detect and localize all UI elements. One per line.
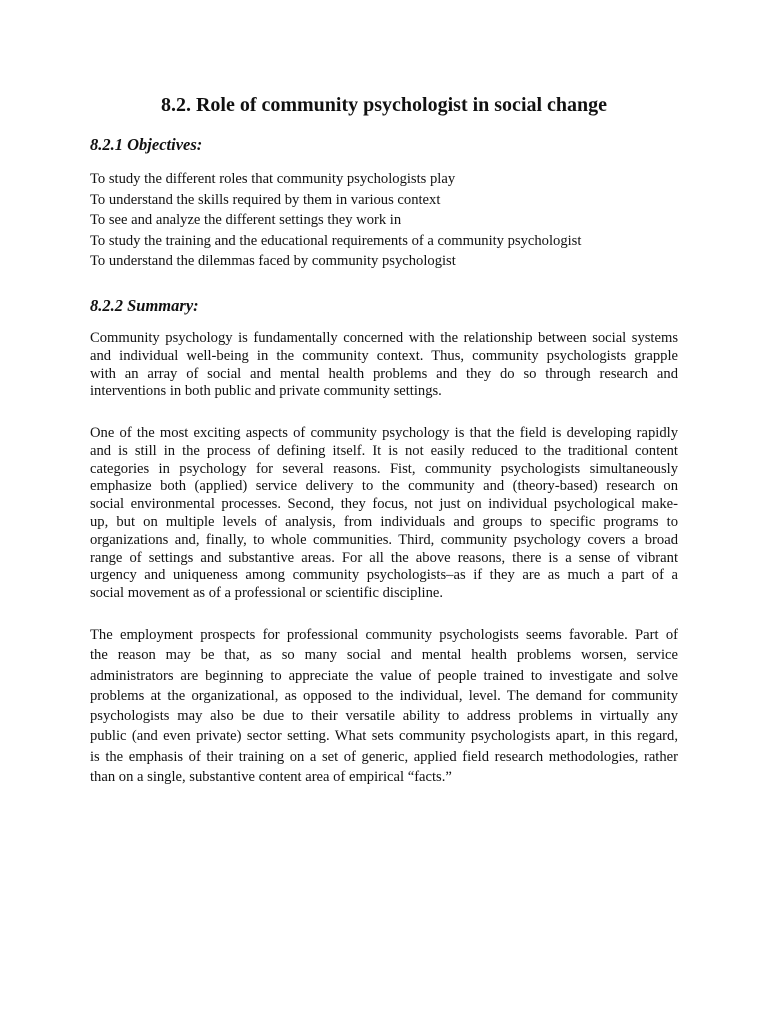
paragraph-line: the reason may be that, as so many social and mental health problems worsen, service [90, 647, 678, 664]
paragraph-line: psychologists may also be due to their versatile ability to address problems in virtually any [90, 708, 678, 725]
paragraph-line: up, but on multiple levels of analysis, from individuals and groups to specific programs to [90, 513, 678, 530]
paragraph-line: Community psychology is fundamentally concerned with the relationship between social systems [90, 330, 678, 346]
summary-heading: 8.2.2 Summary: [90, 296, 199, 315]
paragraph-line: range of settings and substantive areas. For all the above reasons, there is a sense of vibrant [90, 549, 678, 566]
paragraph-line: organizations and, finally, to whole communities. Third, community psychology covers a broad [90, 531, 678, 548]
paragraph-line: with an array of social and mental health problems and they do so through research and [90, 365, 678, 382]
paragraph-line: social environmental processes. Second, they focus, not just on individual psychological make- [90, 496, 678, 513]
summary-paragraph [90, 425, 678, 603]
paragraph-line: and is still in the process of defining itself. It is not easily reduced to the traditional content [90, 442, 678, 459]
paragraph-line: categories in psychology for several reasons. Fist, community psychologists simultaneously [90, 460, 678, 477]
page-title: 8.2. Role of community psychologist in social change [160, 94, 608, 116]
paragraph-line: The employment prospects for professional community psychologists seems favorable. Part of [90, 627, 678, 643]
objectives-heading: 8.2.1 Objectives: [90, 135, 203, 154]
paragraph-line: One of the most exciting aspects of community psychology is that the field is developing rapidly [90, 425, 678, 441]
objective-item: To understand the dilemmas faced by community psychologist [90, 253, 456, 270]
objective-item: To understand the skills required by them in various context [90, 191, 441, 208]
paragraph-line: than on a single, substantive content area of empirical “facts.” [90, 769, 452, 786]
objective-item: To study the different roles that community psychologists play [90, 171, 456, 187]
paragraph-line: and individual well-being in the community context. Thus, community psychologists grapple [90, 347, 678, 364]
summary-paragraph [90, 330, 678, 401]
objective-item: To see and analyze the different settings they work in [90, 212, 402, 229]
paragraph-line: social movement as of a professional or scientific discipline. [90, 585, 443, 602]
summary-paragraph [90, 625, 678, 787]
paragraph-line: urgency and uniqueness among community psychologists–as if they are as much a part of a [90, 567, 678, 584]
paragraph-line: problems at the organizational, as opposed to the individual, level. The demand for community [90, 687, 678, 704]
paragraph-line: is the emphasis of their training on a set of generic, applied field research methodologies, rather [90, 748, 678, 765]
paragraph-line: administrators are beginning to appreciate the value of people trained to investigate and solve [90, 667, 678, 684]
paragraph-line: public (and even private) sector setting. What sets community psychologists apart, in this regard, [90, 728, 678, 745]
paragraph-line: emphasize both (applied) service delivery to the community and (theory-based) research on [90, 478, 678, 495]
objective-item: To study the training and the educational requirements of a community psychologist [90, 232, 582, 249]
paragraph-line: interventions in both public and private community settings. [90, 383, 442, 400]
objectives-list [90, 169, 690, 272]
